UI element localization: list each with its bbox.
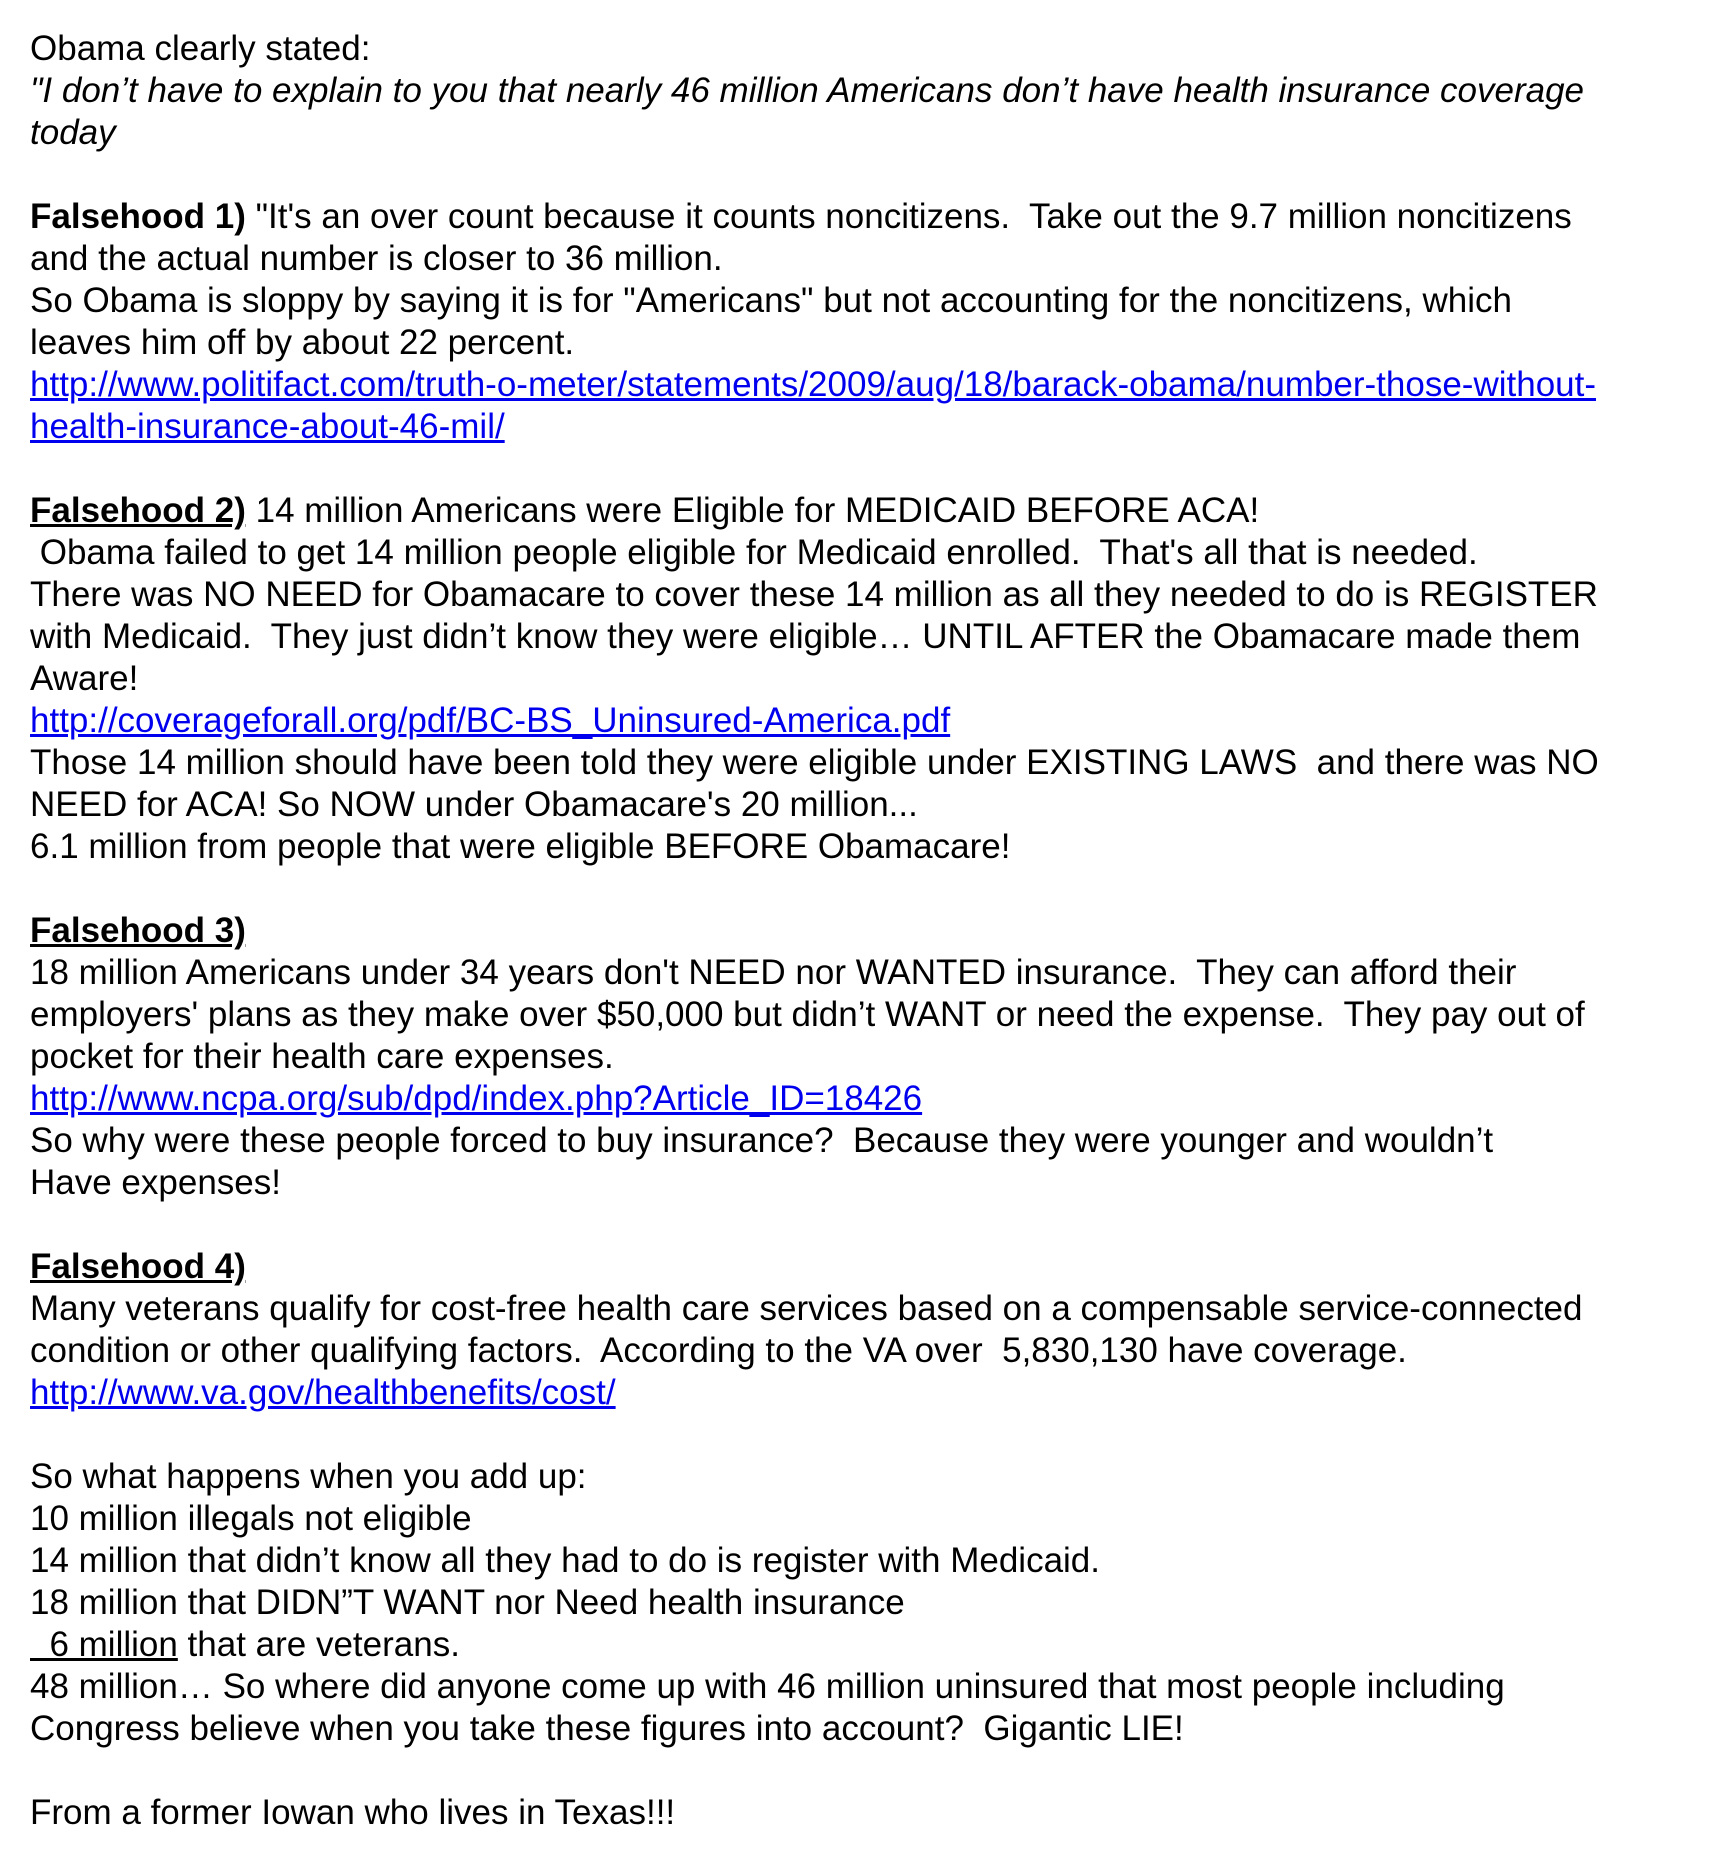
text-segment: Falsehood 1)	[30, 197, 246, 236]
text-line	[30, 1498, 1708, 1540]
text-line	[30, 826, 1708, 868]
text-line	[30, 1330, 1708, 1372]
text-line	[30, 910, 1708, 952]
text-line	[30, 196, 1708, 238]
text-line	[30, 28, 1708, 70]
hyperlink[interactable]: http://coverageforall.org/pdf/BC-BS_Uninsured-America.pdf	[30, 701, 951, 740]
text-line	[30, 280, 1708, 322]
text-segment: "It's an over count because it counts noncitizens. Take out the 9.7 million noncitizens	[245, 197, 1572, 236]
text-line	[30, 322, 1708, 364]
text-segment: and the actual number is closer to 36 million.	[30, 239, 723, 278]
text-segment: Falsehood 3)	[30, 911, 246, 950]
text-segment: pocket for their health care expenses.	[30, 1037, 614, 1076]
text-segment: with Medicaid. They just didn’t know they were eligible… UNTIL AFTER the Obamacare made them	[30, 617, 1581, 656]
text-line	[30, 1246, 1708, 1288]
text-line	[30, 1708, 1708, 1750]
blank-line	[30, 154, 1708, 196]
hyperlink[interactable]: http://www.ncpa.org/sub/dpd/index.php?Article_ID=18426	[30, 1079, 923, 1118]
text-line	[30, 490, 1708, 532]
text-segment: 14 million that didn’t know all they had to do is register with Medicaid.	[30, 1541, 1100, 1580]
text-line	[30, 952, 1708, 994]
text-segment: Have expenses!	[30, 1163, 281, 1202]
text-line	[30, 1036, 1708, 1078]
text-line	[30, 1624, 1708, 1666]
text-segment: 18 million that DIDN”T WANT nor Need health insurance	[30, 1583, 905, 1622]
text-line	[30, 1288, 1708, 1330]
text-segment: 48 million… So where did anyone come up with 46 million uninsured that most people including	[30, 1667, 1505, 1706]
text-segment: employers' plans as they make over $50,000 but didn’t WANT or need the expense. They pay out of	[30, 995, 1585, 1034]
text-segment: 6.1 million from people that were eligible BEFORE Obamacare!	[30, 827, 1011, 866]
text-segment: So why were these people forced to buy insurance? Because they were younger and wouldn’t	[30, 1121, 1494, 1160]
text-segment: NEED for ACA! So NOW under Obamacare's 20 million...	[30, 785, 918, 824]
blank-line	[30, 1204, 1708, 1246]
text-segment: 18 million Americans under 34 years don't NEED nor WANTED insurance. They can afford their	[30, 953, 1517, 992]
text-line	[30, 364, 1708, 406]
text-line	[30, 238, 1708, 280]
text-line	[30, 1666, 1708, 1708]
text-segment: Obama clearly stated:	[30, 29, 371, 68]
text-line	[30, 70, 1708, 112]
text-line	[30, 1582, 1708, 1624]
text-line	[30, 700, 1708, 742]
text-line	[30, 406, 1708, 448]
text-segment: Obama failed to get 14 million people eligible for Medicaid enrolled. That's all that is needed.	[30, 533, 1478, 572]
blank-line	[30, 868, 1708, 910]
text-segment: that are veterans.	[177, 1625, 460, 1664]
text-segment: Congress believe when you take these figures into account? Gigantic LIE!	[30, 1709, 1184, 1748]
text-line	[30, 784, 1708, 826]
hyperlink[interactable]: http://www.politifact.com/truth-o-meter/statements/2009/aug/18/barack-obama/number-those-without-	[30, 365, 1597, 404]
text-line	[30, 1120, 1708, 1162]
text-segment: So what happens when you add up:	[30, 1457, 587, 1496]
text-line	[30, 1792, 1708, 1834]
text-segment: There was NO NEED for Obamacare to cover these 14 million as all they needed to do is REGISTER	[30, 575, 1598, 614]
hyperlink[interactable]: http://www.va.gov/healthbenefits/cost/	[30, 1373, 616, 1412]
text-line	[30, 574, 1708, 616]
text-segment: Aware!	[30, 659, 139, 698]
text-line	[30, 1078, 1708, 1120]
hyperlink[interactable]: health-insurance-about-46-mil/	[30, 407, 505, 446]
blank-line	[30, 448, 1708, 490]
text-segment: Falsehood 2)	[30, 491, 246, 530]
text-segment: From a former Iowan who lives in Texas!!!	[30, 1793, 676, 1832]
blank-line	[30, 1750, 1708, 1792]
text-segment: Falsehood 4)	[30, 1247, 246, 1286]
text-segment: Those 14 million should have been told they were eligible under EXISTING LAWS and there was NO	[30, 743, 1599, 782]
text-segment: condition or other qualifying factors. According to the VA over 5,830,130 have coverage.	[30, 1331, 1407, 1370]
text-line	[30, 616, 1708, 658]
text-line	[30, 112, 1708, 154]
blank-line	[30, 1414, 1708, 1456]
document-body	[30, 28, 1708, 1834]
text-segment: Many veterans qualify for cost-free health care services based on a compensable service-connected	[30, 1289, 1583, 1328]
text-segment: So Obama is sloppy by saying it is for "Americans" but not accounting for the noncitizens, which	[30, 281, 1512, 320]
text-segment: 6 million	[30, 1625, 178, 1664]
text-line	[30, 532, 1708, 574]
text-segment: 14 million Americans were Eligible for MEDICAID BEFORE ACA!	[245, 491, 1260, 530]
text-line	[30, 1540, 1708, 1582]
text-line	[30, 742, 1708, 784]
text-segment: "I don’t have to explain to you that nearly 46 million Americans don’t have health insurance coverage	[30, 71, 1584, 110]
text-segment: today	[30, 113, 116, 152]
text-line	[30, 994, 1708, 1036]
text-segment: 10 million illegals not eligible	[30, 1499, 472, 1538]
text-line	[30, 1372, 1708, 1414]
text-segment: leaves him off by about 22 percent.	[30, 323, 575, 362]
text-line	[30, 1162, 1708, 1204]
text-line	[30, 658, 1708, 700]
text-line	[30, 1456, 1708, 1498]
